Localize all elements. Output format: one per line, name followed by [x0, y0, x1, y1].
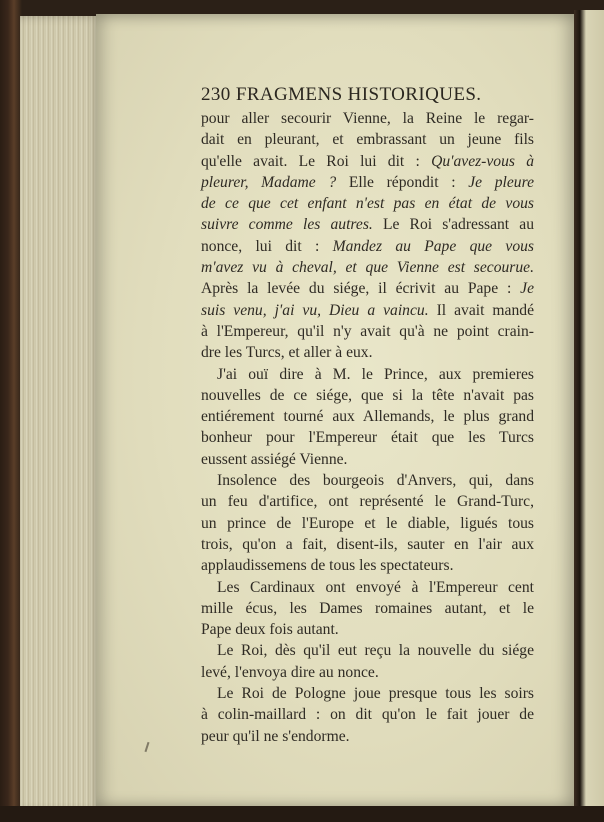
text-run: Le Roi, dès qu'il eut reçu la nouvelle du siége	[217, 642, 534, 660]
text-line	[201, 321, 534, 342]
text-run: dait en pleurant, et embrassant un jeune fils	[201, 131, 534, 149]
italic-run: m'avez vu à cheval, et que Vienne est secourue.	[201, 259, 534, 277]
text-run: qu'elle avait. Le Roi lui dit :	[201, 152, 432, 170]
text-line	[201, 300, 534, 321]
text-run: bonheur pour l'Empereur était que les Turcs	[201, 429, 534, 447]
text-line	[201, 577, 534, 598]
text-line	[201, 598, 534, 619]
text-run: nonce, lui dit :	[201, 237, 333, 255]
text-run: nouvelles de ce siége, que si la tête n'avait pas	[201, 386, 534, 404]
italic-run: Qu'avez-vous à	[431, 152, 534, 170]
text-run: Elle répondit :	[336, 173, 469, 191]
text-run: mille écus, les Dames romaines autant, et le	[201, 599, 534, 617]
text-line	[201, 214, 534, 235]
italic-run: suis venu, j'ai vu, Dieu a vaincu.	[201, 301, 429, 319]
text-line	[201, 704, 534, 725]
italic-run: pleurer, Madame ?	[201, 173, 337, 191]
text-run: Insolence des bourgeois d'Anvers, qui, dans	[217, 472, 534, 490]
text-line	[201, 683, 534, 704]
text-run: J'ai ouï dire à M. le Prince, aux premieres	[217, 365, 534, 383]
text-run: dre les Turcs, et aller à eux.	[201, 344, 373, 362]
cover-board	[0, 806, 604, 822]
text-line	[201, 278, 534, 299]
text-line	[201, 662, 534, 683]
text-run: peur qu'il ne s'endorme.	[201, 727, 350, 745]
text-line	[201, 172, 534, 193]
running-title: FRAGMENS HISTORIQUES.	[235, 84, 482, 105]
text-line	[201, 555, 534, 576]
text-line	[201, 236, 534, 257]
text-line	[201, 726, 534, 747]
body-text	[201, 108, 534, 747]
text-line	[201, 427, 534, 448]
text-run: Après la levée du siége, il écrivit au Pape :	[201, 280, 521, 298]
text-line	[201, 385, 534, 406]
italic-run: Je	[520, 280, 534, 298]
text-run: applaudissemens de tous les spectateurs.	[201, 557, 454, 575]
text-line	[201, 406, 534, 427]
text-line	[201, 129, 534, 150]
text-run: pour aller secourir Vienne, la Reine le regar-	[201, 110, 534, 127]
text-line	[201, 364, 534, 385]
text-run: Le Roi s'adressant au	[372, 216, 535, 234]
text-run: un prince de l'Europe et le diable, ligués tous	[201, 514, 534, 532]
text-run: un feu d'artifice, ont représenté le Grand-Turc,	[201, 493, 534, 511]
text-run: Le Roi de Pologne joue presque tous les soirs	[217, 685, 534, 703]
text-run: Les Cardinaux ont envoyé à l'Empereur cent	[217, 578, 534, 596]
italic-run: suivre comme les autres.	[201, 216, 373, 234]
text-line	[201, 470, 534, 491]
text-run: à colin-maillard : on dit qu'on le fait jouer de	[201, 706, 534, 724]
page-number: 230	[201, 84, 231, 105]
text-line	[201, 342, 534, 363]
italic-run: Je pleure	[468, 173, 535, 191]
text-line	[201, 257, 534, 278]
text-run: à l'Empereur, qu'il n'y avait qu'à ne point crain-	[201, 322, 534, 340]
text-run: levé, l'envoya dire au nonce.	[201, 663, 379, 681]
text-line	[201, 193, 534, 214]
running-header	[201, 84, 494, 110]
text-line	[201, 108, 534, 129]
italic-run: de ce que cet enfant n'est pas en état de vous	[201, 195, 534, 213]
text-line	[201, 640, 534, 661]
text-run: entiérement tourné aux Allemands, le plus grand	[201, 408, 534, 426]
text-run: Pape deux fois autant.	[201, 621, 339, 639]
text-line	[201, 151, 534, 172]
text-run: eussent assiégé Vienne.	[201, 450, 348, 468]
text-line	[201, 513, 534, 534]
text-run: Il avait mandé	[428, 301, 534, 319]
text-run: trois, qu'on a fait, disent-ils, sauter en l'air aux	[201, 535, 534, 553]
text-line	[201, 619, 534, 640]
gutter	[574, 10, 604, 812]
italic-run: Mandez au Pape que vous	[332, 237, 534, 255]
text-line	[201, 534, 534, 555]
text-line	[201, 449, 534, 470]
page-edges	[20, 16, 102, 812]
text-line	[201, 491, 534, 512]
